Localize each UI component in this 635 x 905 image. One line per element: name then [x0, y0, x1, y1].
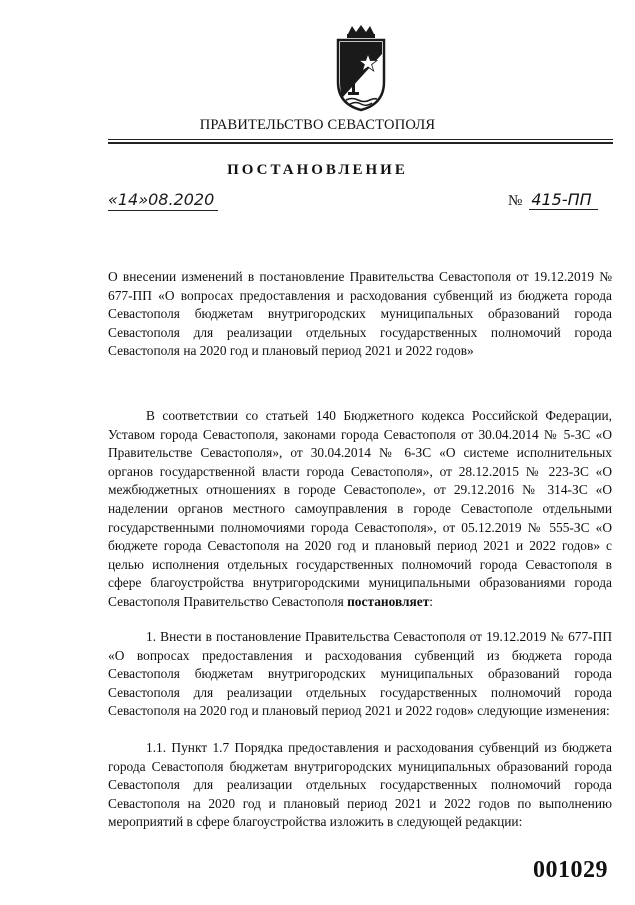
basis-text: В соответствии со статьей 140 Бюджетного кодекса Российской Федерации, Уставом города Севастополя, законами города Севастополя от 30.04.2014 № 5-ЗС «О Правительстве Севастополя», от 30.04.2014 № 6-ЗС «О системе исполнительных органов государственной власти города Севастополя», от 28.12.2015 № 223-ЗС «О межбюджетных отношениях в городе Севастополе», от 29.12.2016 № 314-ЗС «О наделении органов местного самоуправления в городе Севастополе отдельными государственными полномочиями города Севастополя», от 05.12.2019 № 555-ЗС «О бюджете города Севастополя на 2020 год и плановый период 2021 и 2022 годов» с целью исполнения отдельных государственных полномочий города Севастополя в сфере благоустройства внутригородскими муниципальными образованиями города Севастополя Правительство Севастополя: [108, 408, 612, 609]
header-divider-thick: [108, 142, 613, 144]
coat-of-arms-icon: [330, 24, 392, 112]
header-divider-thin: [108, 139, 613, 140]
item-1-paragraph: 1. Внести в постановление Правительства Севастополя от 19.12.2019 № 677-ПП «О вопросах предоставления и расходования субвенций из бюджета города Севастополя бюджетам внутригородских муниципальных образований города Севастополя для реализации отдельных государственных полномочий города Севастополя на 2020 год и плановый период 2021 и 2022 годов» следующие изменения:: [108, 629, 612, 719]
item-1-1-paragraph: 1.1. Пункт 1.7 Порядка предоставления и расходования субвенций из бюджета города Севастополя бюджетам внутригородских муниципальных образований города Севастополя для реализации отдельных государственных полномочий города Севастополя на 2020 год и плановый период 2021 и 2022 годов по выполнению мероприятий в сфере благоустройства изложить в следующей редакции:: [108, 740, 612, 830]
number-sign: №: [508, 193, 523, 209]
document-number: 415-ПП: [529, 190, 597, 210]
document-type: ПОСТАНОВЛЕНИЕ: [227, 162, 408, 178]
sheet-serial-number: 001029: [533, 857, 608, 883]
basis-tail: :: [429, 593, 434, 609]
document-date: «14»08.2020: [108, 190, 218, 211]
decree-verb: постановляет: [347, 593, 430, 609]
document-number-block: [508, 190, 598, 211]
basis-paragraph: [108, 407, 612, 612]
title-paragraph: О внесении изменений в постановление Правительства Севастополя от 19.12.2019 № 677-ПП «О вопросах предоставления и расходования субвенций из бюджета города Севастополя бюджетам внутригородских муниципальных образований города Севастополя для реализации отдельных государственных полномочий города Севастополя на 2020 год и плановый период 2021 и 2022 годов»: [108, 269, 612, 359]
government-name: ПРАВИТЕЛЬСТВО СЕВАСТОПОЛЯ: [199, 117, 436, 133]
